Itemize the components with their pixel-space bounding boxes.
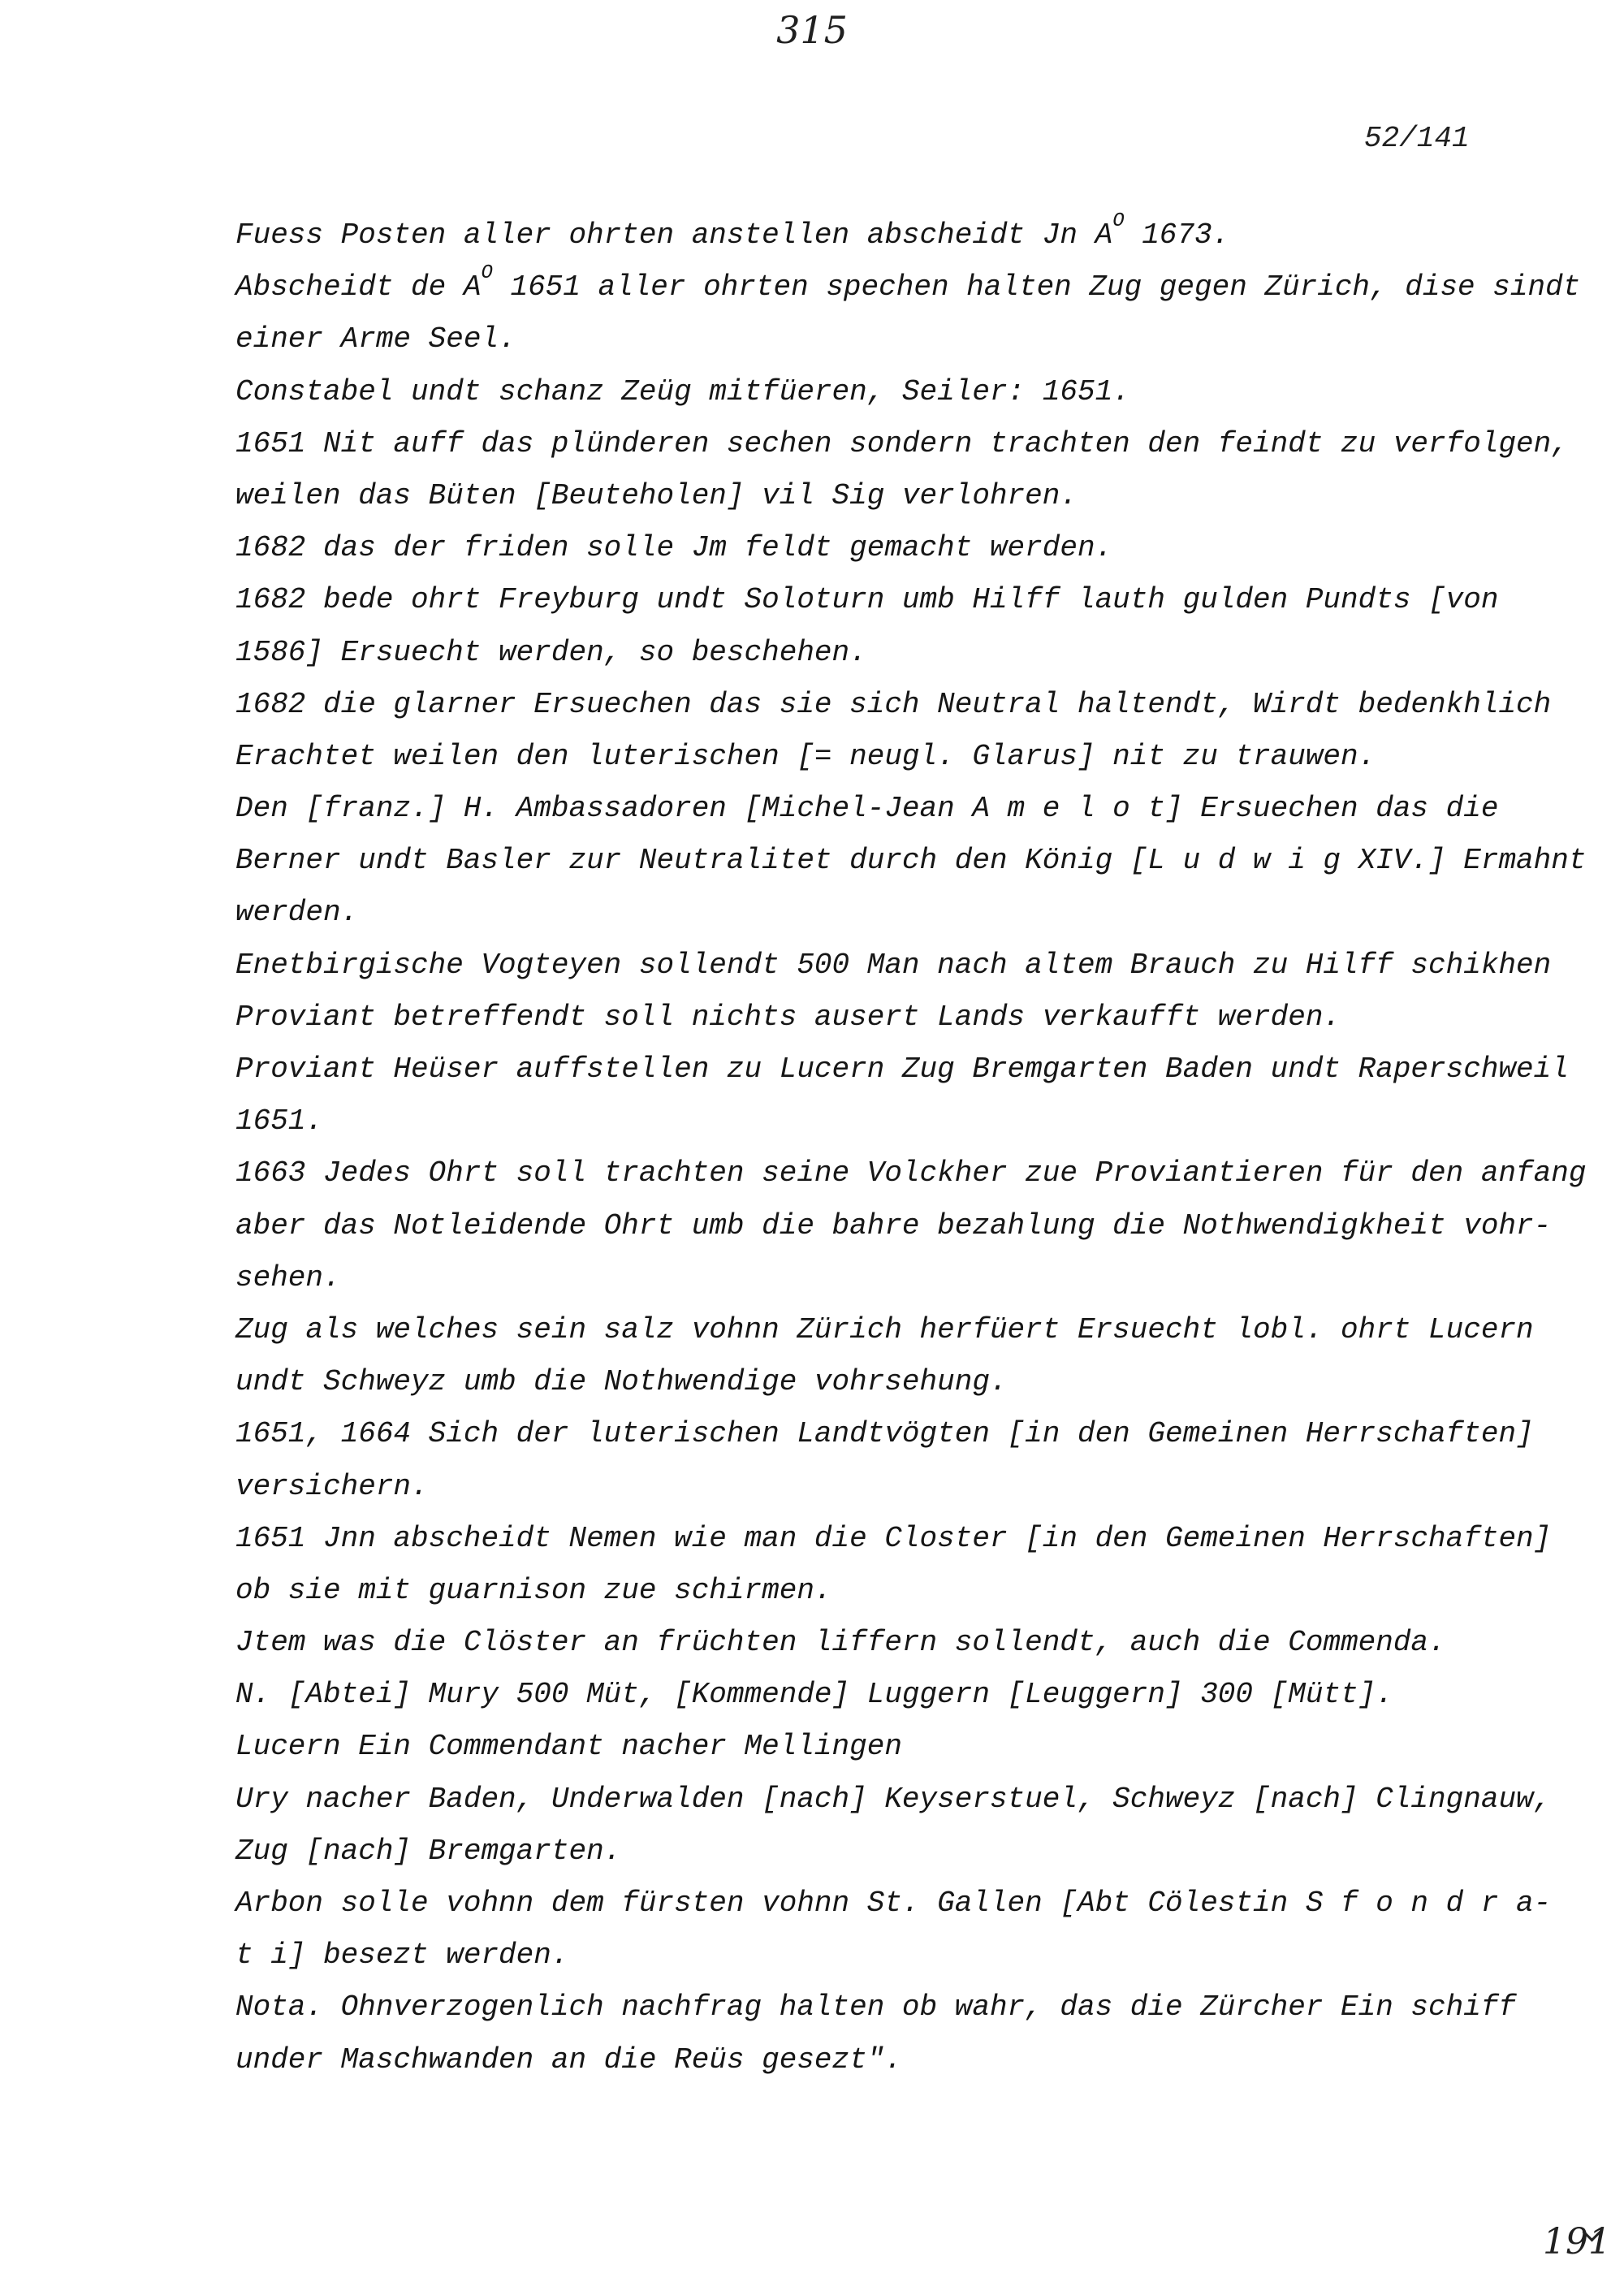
text-segment: undt Schweyz umb die Nothwendige vohrsehung. <box>235 1365 1008 1399</box>
text-line <box>235 627 1518 679</box>
text-segment: versichern. <box>235 1469 429 1503</box>
text-segment: 1673. <box>1124 218 1230 252</box>
text-segment: Lucern Ein Commendant nacher Mellingen <box>235 1730 902 1764</box>
text-segment: ob sie mit guarnison zue schirmen. <box>235 1573 832 1607</box>
text-line <box>235 1096 1518 1147</box>
text-segment: 1651 aller ohrten spechen halten Zug gegen Zürich, dise sindt <box>492 270 1581 305</box>
text-line <box>235 1252 1518 1304</box>
text-segment: Zug [nach] Bremgarten. <box>235 1834 622 1868</box>
text-segment: Den [franz.] H. Ambassadoren [Michel-Jean A m e l o t] Ersuechen das die <box>235 792 1499 826</box>
text-segment: Abscheidt de A <box>235 270 482 305</box>
text-line <box>235 1461 1518 1513</box>
text-segment: aber das Notleidende Ohrt umb die bahre bezahlung die Nothwendigkheit vohr- <box>235 1208 1552 1243</box>
text-line <box>235 1200 1552 1252</box>
text-line <box>235 1044 1569 1096</box>
text-line <box>235 1982 1518 2033</box>
text-segment: 1682 das der friden solle Jm feldt gemacht werden. <box>235 531 1113 565</box>
text-line <box>235 1826 1518 1878</box>
text-line <box>235 1147 1587 1199</box>
page-number: 52/141 <box>1364 122 1470 155</box>
text-line <box>235 835 1587 887</box>
text-line <box>235 522 1518 574</box>
text-line <box>235 1304 1534 1356</box>
text-line <box>235 470 1518 522</box>
text-line <box>235 261 1581 313</box>
text-segment: weilen das Büten [Beuteholen] vil Sig verlohren. <box>235 478 1078 512</box>
text-segment: Proviant betreffendt soll nichts ausert Lands verkaufft werden. <box>235 1000 1341 1034</box>
text-line <box>235 1774 1552 1826</box>
superscript: O <box>1112 210 1125 232</box>
text-segment: werden. <box>235 896 359 930</box>
text-line <box>235 940 1552 992</box>
text-line <box>235 1721 1518 1773</box>
text-line <box>235 366 1518 418</box>
text-line <box>235 1878 1552 1930</box>
text-segment: Fuess Posten aller ohrten anstellen abscheidt Jn A <box>235 218 1113 252</box>
text-line <box>235 679 1552 731</box>
text-line <box>235 1356 1518 1408</box>
document-body <box>235 210 1587 2086</box>
text-segment: 1651 Nit auff das plünderen sechen sondern trachten den feindt zu verfolgen, <box>235 426 1569 460</box>
text-segment: Arbon solle vohnn dem fürsten vohnn St. Gallen [Abt Cölestin S f o n d r a- <box>235 1887 1552 1920</box>
text-line <box>235 418 1569 470</box>
superscript: O <box>481 262 493 285</box>
text-segment: Jtem was die Clöster an früchten liffern sollendt, auch die Commenda. <box>235 1626 1446 1660</box>
text-segment: 1651. <box>235 1104 324 1139</box>
text-line <box>235 574 1518 626</box>
text-segment: t i] besezt werden. <box>235 1938 569 1973</box>
text-segment: Constabel undt schanz Zeüg mitfüeren, Seiler: 1651. <box>235 374 1130 408</box>
text-line <box>235 887 1518 939</box>
folio-number: 315 <box>776 8 848 52</box>
text-line <box>235 1930 1518 1982</box>
text-segment: Enetbirgische Vogteyen sollendt 500 Man nach altem Brauch zu Hilff schikhen <box>235 948 1552 982</box>
text-line <box>235 1669 1518 1721</box>
text-segment: 1651 Jnn abscheidt Nemen wie man die Closter [in den Gemeinen Herrschaften] <box>235 1521 1552 1555</box>
text-line <box>235 1565 1518 1617</box>
text-line <box>235 1617 1518 1669</box>
text-segment: 1651, 1664 Sich der luterischen Landtvögten [in den Gemeinen Herrschaften] <box>235 1417 1534 1451</box>
text-segment: 1586] Ersuecht werden, so beschehen. <box>235 635 867 669</box>
text-segment: 1663 Jedes Ohrt soll trachten seine Volckher zue Proviantieren für den anfang <box>235 1156 1587 1191</box>
text-segment: sehen. <box>235 1260 341 1294</box>
text-line <box>235 731 1518 783</box>
text-segment: N. [Abtei] Mury 500 Müt, [Kommende] Luggern [Leuggern] 300 [Mütt]. <box>235 1678 1393 1712</box>
text-segment: Berner undt Basler zur Neutralitet durch den König [L u d w i g XIV.] Ermahnt <box>235 844 1587 878</box>
text-line <box>235 783 1518 835</box>
text-line <box>235 2034 1518 2086</box>
text-line <box>235 210 1518 261</box>
text-segment: under Maschwanden an die Reüs gesezt". <box>235 2042 902 2077</box>
stamp-number: 191 <box>1543 2221 1611 2263</box>
text-segment: Zug als welches sein salz vohnn Zürich herfüert Ersuecht lobl. ohrt Lucern <box>235 1312 1534 1346</box>
text-segment: 1682 bede ohrt Freyburg undt Soloturn umb Hilff lauth gulden Pundts [von <box>235 583 1499 617</box>
text-segment: Erachtet weilen den luterischen [= neugl. Glarus] nit zu trauwen. <box>235 739 1376 773</box>
text-segment: Proviant Heüser auffstellen zu Lucern Zug Bremgarten Baden undt Raperschweil <box>235 1052 1569 1086</box>
text-line <box>235 1408 1534 1460</box>
text-segment: einer Arme Seel. <box>235 322 516 357</box>
text-segment: 1682 die glarner Ersuechen das sie sich Neutral haltendt, Wirdt bedenkhlich <box>235 687 1552 721</box>
text-segment: Nota. Ohnverzogenlich nachfrag halten ob wahr, das die Zürcher Ein schiff <box>235 1990 1517 2025</box>
text-line <box>235 1513 1552 1565</box>
text-segment: Ury nacher Baden, Underwalden [nach] Keyserstuel, Schweyz [nach] Clingnauw, <box>235 1782 1552 1816</box>
text-line <box>235 313 1518 365</box>
text-line <box>235 992 1518 1044</box>
